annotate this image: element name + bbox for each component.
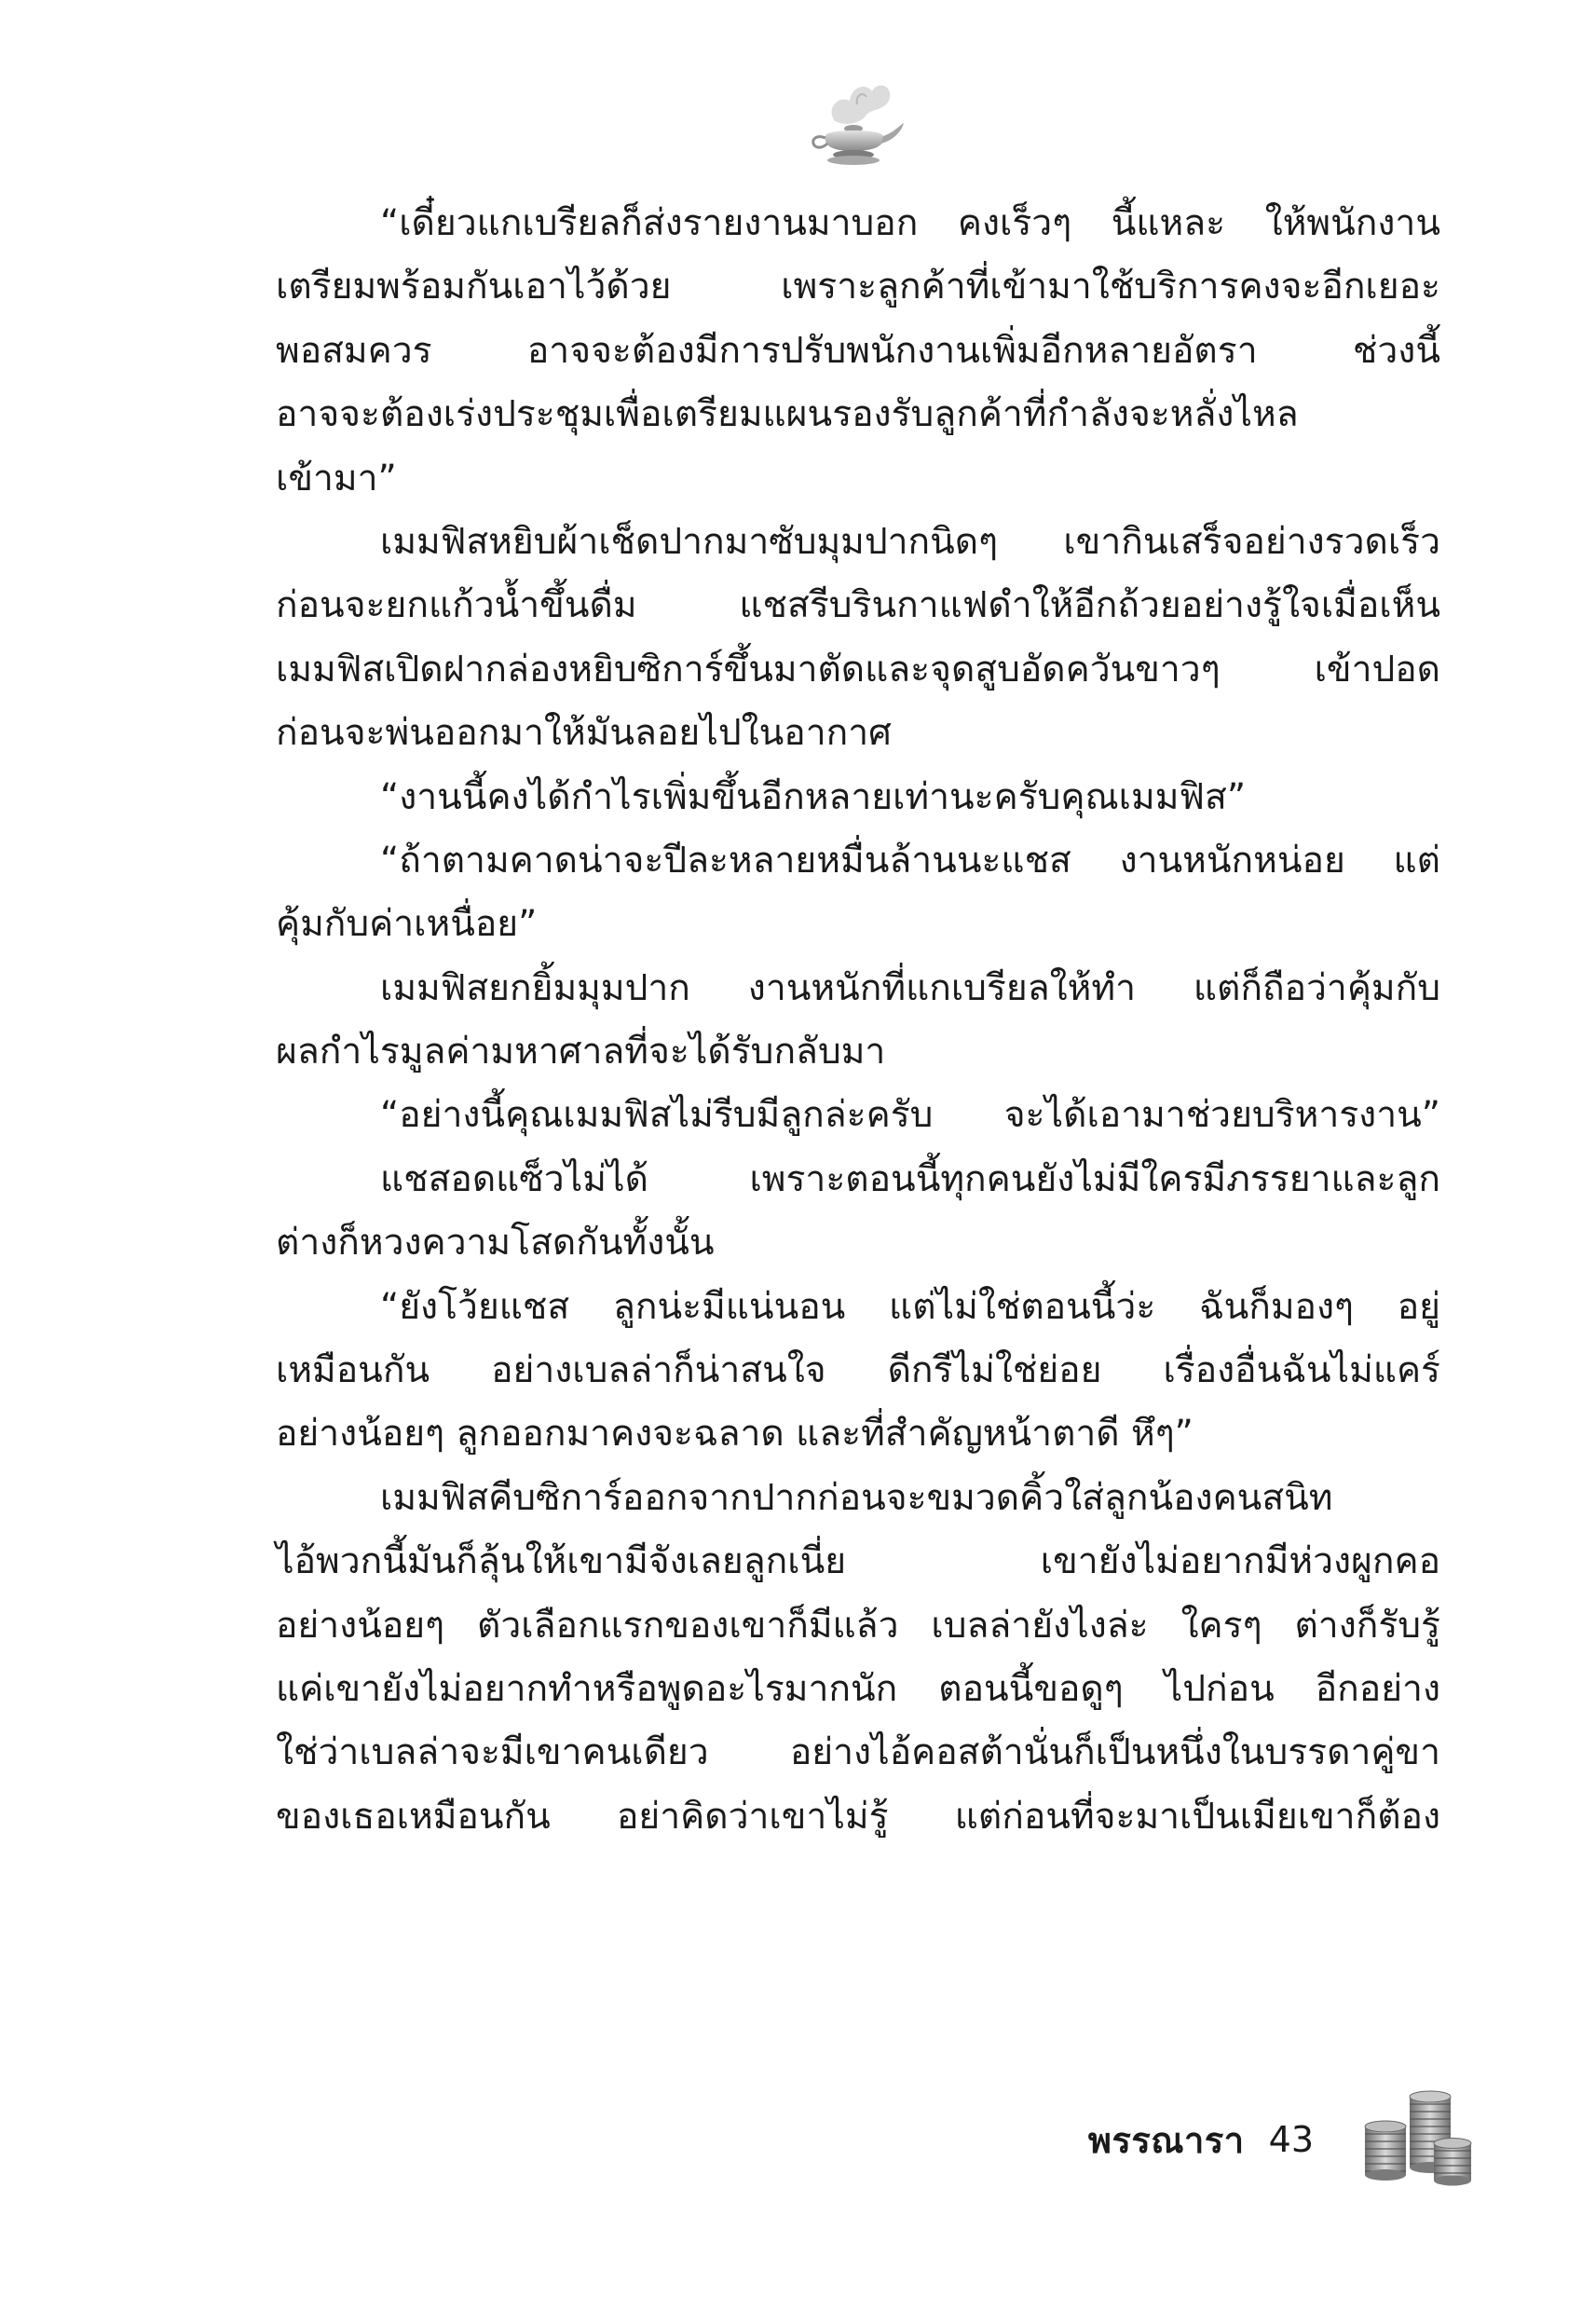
text-line: “ยังโว้ยแชส ลูกน่ะมีแน่นอน แต่ไม่ใช่ตอนนี้ว่ะ ฉันก็มองๆ อยู่	[380, 1285, 1440, 1328]
text-line: แชสอดแซ็วไม่ได้ เพราะตอนนี้ทุกคนยังไม่มีใครมีภรรยาและลูก	[380, 1157, 1440, 1200]
text-line: ไอ้พวกนี้มันก็ลุ้นให้เขามีจังเลยลูกเนี่ย เขายังไม่อยากมีห่วงผูกคอ	[276, 1540, 1440, 1583]
text-line: ใช่ว่าเบลล่าจะมีเขาคนเดียว อย่างไอ้คอสต้านั่นก็เป็นหนึ่งในบรรดาคู่ขา	[276, 1731, 1440, 1774]
text-line: คุ้มกับค่าเหนื่อย”	[276, 903, 538, 946]
text-line: ผลกำไรมูลค่ามหาศาลที่จะได้รับกลับมา	[276, 1031, 886, 1073]
text-line: ต่างก็หวงความโสดกันทั้งนั้น	[276, 1222, 715, 1265]
page-number: 43	[1268, 2119, 1314, 2160]
text-line: อย่างน้อยๆ ตัวเลือกแรกของเขาก็มีแล้ว เบลล่ายังไงล่ะ ใครๆ ต่างก็รับรู้	[276, 1604, 1440, 1647]
text-line: เมมฟิสหยิบผ้าเช็ดปากมาซับมุมปากนิดๆ เขากินเสร็จอย่างรวดเร็ว	[380, 520, 1440, 563]
text-line: อาจจะต้องเร่งประชุมเพื่อเตรียมแผนรองรับลูกค้าที่กำลังจะหลั่งไหล	[276, 393, 1299, 436]
text-line: แค่เขายังไม่อยากทำหรือพูดอะไรมากนัก ตอนนี้ขอดูๆ ไปก่อน อีกอย่าง	[276, 1667, 1440, 1710]
casino-chips-icon	[1356, 2076, 1477, 2188]
text-line: เหมือนกัน อย่างเบลล่าก็น่าสนใจ ดีกรีไม่ใช่ย่อย เรื่องอื่นฉันไม่แคร์	[276, 1349, 1440, 1392]
text-line: เตรียมพร้อมกันเอาไว้ด้วย เพราะลูกค้าที่เข้ามาใช้บริการคงจะอีกเยอะ	[276, 266, 1440, 308]
text-line: ของเธอเหมือนกัน อย่าคิดว่าเขาไม่รู้ แต่ก่อนที่จะมาเป็นเมียเขาก็ต้อง	[276, 1795, 1440, 1838]
text-line: เมมฟิสยกยิ้มมุมปาก งานหนักที่แกเบรียลให้ทำ แต่ก็ถือว่าคุ้มกับ	[380, 966, 1440, 1009]
text-line: อย่างน้อยๆ ลูกออกมาคงจะฉลาด และที่สำคัญหน้าตาดี หึๆ”	[276, 1413, 1194, 1456]
text-line: “ถ้าตามคาดน่าจะปีละหลายหมื่นล้านนะแชส งานหนักหน่อย แต่	[380, 839, 1440, 882]
text-line: เมมฟิสเปิดฝากล่องหยิบซิการ์ขึ้นมาตัดและจุดสูบอัดควันขาวๆ เข้าปอด	[276, 648, 1440, 691]
text-line: ก่อนจะยกแก้วน้ำขึ้นดื่ม แชสรีบรินกาแฟดำให้อีกถ้วยอย่างรู้ใจเมื่อเห็น	[276, 584, 1440, 627]
text-line: เมมฟิสคีบซิการ์ออกจากปากก่อนจะขมวดคิ้วใส่ลูกน้องคนสนิท	[380, 1476, 1333, 1519]
text-line: พอสมควร อาจจะต้องมีการปรับพนักงานเพิ่มอีกหลายอัตรา ช่วงนี้	[276, 329, 1440, 372]
magic-lamp-icon	[798, 67, 909, 179]
text-line: “อย่างนี้คุณเมมฟิสไม่รีบมีลูกล่ะครับ จะได้เอามาช่วยบริหารงาน”	[380, 1094, 1440, 1137]
text-line: เข้ามา”	[276, 457, 397, 499]
page-footer	[1071, 2112, 1314, 2167]
text-line: ก่อนจะพ่นออกมาให้มันลอยไปในอากาศ	[276, 712, 892, 755]
body-text	[276, 192, 1440, 1849]
text-line: “งานนี้คงได้กำไรเพิ่มขึ้นอีกหลายเท่านะครับคุณเมมฟิส”	[380, 775, 1247, 818]
book-title: พรรณารา	[1087, 2119, 1245, 2161]
text-line: “เดี๋ยวแกเบรียลก็ส่งรายงานมาบอก คงเร็วๆ นี้แหละ ให้พนักงาน	[380, 202, 1440, 244]
